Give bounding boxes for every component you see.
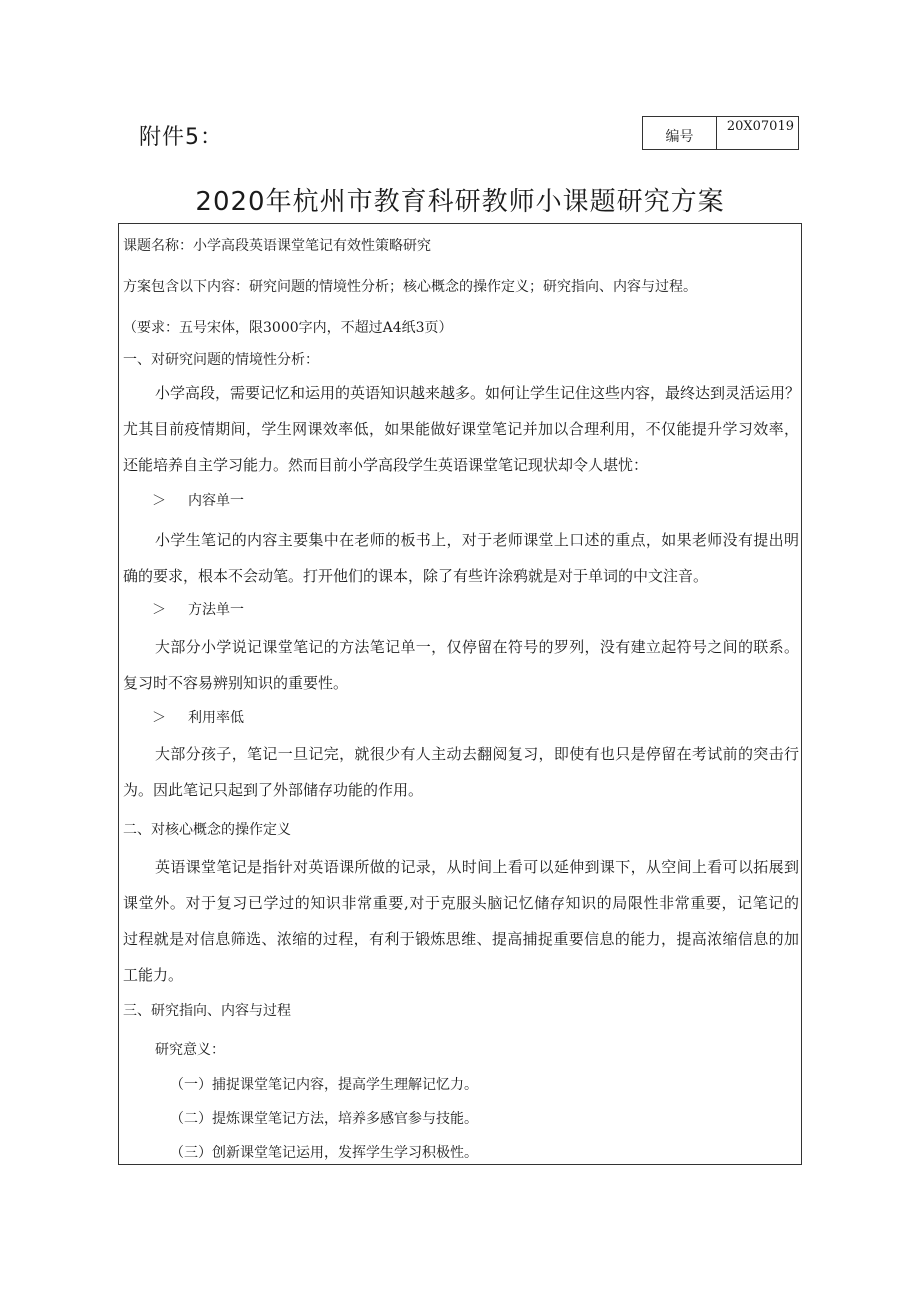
chevron-right-icon: ＞	[152, 710, 166, 726]
section1-heading: 一、对研究问题的情境性分析：	[123, 352, 319, 368]
bullet2-para-line: 大部分小学说记课堂笔记的方法笔记单一，仅停留在符号的罗列，没有建立起符号之间的联系。	[155, 638, 799, 656]
section2-para-line: 课堂外。对于复习已学过的知识非常重要,对于克服头脑记忆储存知识的局限性非常重要，记笔记的	[123, 894, 799, 912]
section2-para-line: 英语课堂笔记是指针对英语课所做的记录，从时间上看可以延伸到课下，从空间上看可以拓展到	[155, 858, 799, 876]
section2-para-line: 过程就是对信息筛选、浓缩的过程，有利于锻炼思维、提高捕捉重要信息的能力，提高浓缩信息的加	[123, 930, 799, 948]
bullet-content-single	[152, 491, 244, 511]
section1-para-line: 尤其目前疫情期间，学生网课效率低，如果能做好课堂笔记并加以合理利用，不仅能提升学习效率，	[123, 420, 799, 438]
bullet-label: 内容单一	[188, 493, 244, 509]
bullet-label: 利用率低	[188, 710, 244, 726]
topic-line: 课题名称：小学高段英语课堂笔记有效性策略研究	[123, 238, 431, 254]
chevron-right-icon: ＞	[152, 493, 166, 509]
bullet-label: 方法单一	[188, 602, 244, 618]
bullet-low-usage	[152, 708, 244, 728]
serial-number-box	[642, 116, 799, 150]
bullet2-para-line: 复习时不容易辨别知识的重要性。	[123, 674, 349, 692]
section3-heading: 三、研究指向、内容与过程	[123, 1003, 291, 1019]
attachment-label: 附件5：	[139, 125, 223, 150]
bullet3-para-line: 大部分孩子，笔记一旦记完，就很少有人主动去翻阅复习，即使有也只是停留在考试前的突击行	[155, 745, 799, 763]
bullet-method-single	[152, 600, 244, 620]
serial-number-label: 编号	[643, 117, 717, 149]
section1-para-line: 还能培养自主学习能力。然而目前小学高段学生英语课堂笔记现状却令人堪忧：	[123, 456, 649, 474]
bullet1-para-line: 确的要求，根本不会动笔。打开他们的课本，除了有些许涂鸦就是对于单词的中文注音。	[123, 567, 709, 585]
contents-line: 方案包含以下内容：研究问题的情境性分析；核心概念的操作定义；研究指向、内容与过程。	[123, 279, 697, 295]
bullet1-para-line: 小学生笔记的内容主要集中在老师的板书上，对于老师课堂上口述的重点，如果老师没有提出明	[155, 531, 799, 549]
serial-number-value: 20X07019	[726, 119, 794, 134]
document-title: 2020年杭州市教育科研教师小课题研究方案	[195, 187, 725, 217]
section2-heading: 二、对核心概念的操作定义	[123, 822, 291, 838]
list-item: （一）捕捉课堂笔记内容，提高学生理解记忆力。	[170, 1077, 478, 1093]
bullet3-para-line: 为。因此笔记只起到了外部储存功能的作用。	[123, 781, 424, 799]
list-item: （三）创新课堂笔记运用，发挥学生学习积极性。	[170, 1145, 478, 1161]
section3-subheading: 研究意义：	[155, 1042, 225, 1058]
requirement-line: （要求：五号宋体，限3000字内，不超过A4纸3页）	[123, 320, 453, 336]
section2-para-line: 工能力。	[123, 966, 184, 984]
list-item: （二）提炼课堂笔记方法，培养多感官参与技能。	[170, 1111, 478, 1127]
section1-para-line: 小学高段，需要记忆和运用的英语知识越来越多。如何让学生记住这些内容，最终达到灵活运用？	[155, 384, 801, 402]
chevron-right-icon: ＞	[152, 602, 166, 618]
